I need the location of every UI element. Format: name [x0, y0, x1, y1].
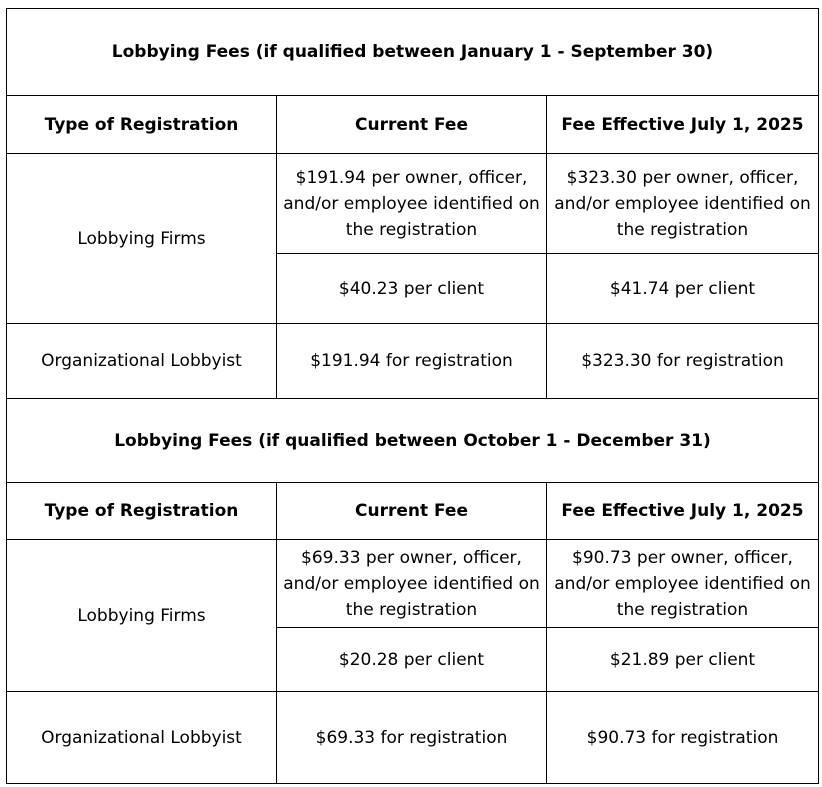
header-row [7, 483, 819, 540]
organizational-lobbyist-label: Organizational Lobbyist [7, 324, 277, 399]
owner-fee-effective: $90.73 per owner, officer, and/or employee identified on the registration [547, 540, 819, 628]
lobbying-firms-label: Lobbying Firms [7, 540, 277, 692]
header-type-of-registration: Type of Registration [7, 483, 277, 540]
client-fee-effective: $21.89 per client [547, 628, 819, 692]
header-current-fee: Current Fee [277, 483, 547, 540]
organizational-fee-effective: $90.73 for registration [547, 692, 819, 784]
header-fee-effective: Fee Effective July 1, 2025 [547, 96, 819, 154]
organizational-fee-effective: $323.30 for registration [547, 324, 819, 399]
section-title: Lobbying Fees (if qualified between October 1 - December 31) [7, 399, 819, 483]
section-title: Lobbying Fees (if qualified between January 1 - September 30) [7, 9, 819, 96]
section-title-row [7, 9, 819, 96]
header-fee-effective: Fee Effective July 1, 2025 [547, 483, 819, 540]
lobbying-fees-table [6, 8, 819, 784]
header-type-of-registration: Type of Registration [7, 96, 277, 154]
client-fee-current: $20.28 per client [277, 628, 547, 692]
client-fee-current: $40.23 per client [277, 254, 547, 324]
organizational-fee-current: $69.33 for registration [277, 692, 547, 784]
organizational-lobbyist-label: Organizational Lobbyist [7, 692, 277, 784]
table-row [7, 540, 819, 628]
table-row [7, 324, 819, 399]
owner-fee-effective: $323.30 per owner, officer, and/or employee identified on the registration [547, 154, 819, 254]
table-row [7, 692, 819, 784]
owner-fee-current: $69.33 per owner, officer, and/or employee identified on the registration [277, 540, 547, 628]
header-row [7, 96, 819, 154]
header-current-fee: Current Fee [277, 96, 547, 154]
table-row [7, 154, 819, 254]
section-title-row [7, 399, 819, 483]
organizational-fee-current: $191.94 for registration [277, 324, 547, 399]
lobbying-firms-label: Lobbying Firms [7, 154, 277, 324]
owner-fee-current: $191.94 per owner, officer, and/or employee identified on the registration [277, 154, 547, 254]
client-fee-effective: $41.74 per client [547, 254, 819, 324]
